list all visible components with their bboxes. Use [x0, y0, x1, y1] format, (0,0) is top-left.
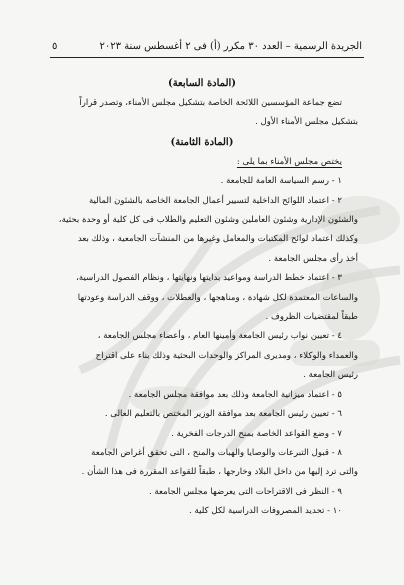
- article-8-line: ٩ - النظر فى الاقتراحات التى يعرضها مجلس الجامعة .: [148, 486, 342, 497]
- article-7-line: تضع جماعة المؤسسين اللائحة الخاصة بتشكيل مجلس الأمناء، وتصدر قراراً: [79, 98, 342, 108]
- article-8-line: ١ - رسم السياسة العامة للجامعة .: [220, 176, 342, 187]
- article-8-intro: يختص مجلس الأمناء بما يلى :: [236, 156, 342, 167]
- article-8-title: (المادة الثامنة): [170, 136, 234, 148]
- document-body: [46, 74, 358, 522]
- article-8-line: والشئون الإدارية وشئون العاملين وشئون التعليم والطلاب فى كل كلية أو وحدة بحثية،: [58, 215, 358, 226]
- article-8-line: والعمداء والوكلاء ، ومديرى المراكز والوحدات البحثية وذلك بناء على اقتراح: [95, 350, 358, 361]
- article-8-line: والساعات المعتمدة لكل شهادة ، ومناهجها ، والعطلات ، ووقف الدراسة وعودتها: [77, 292, 358, 303]
- article-8-line: ٧ - وضع القواعد الخاصة بمنح الدرجات الفخرية .: [171, 428, 342, 439]
- article-8-line: ٢ - اعتماد اللوائح الداخلية لتسيير أعمال الجامعة الخاصة بالشئون المالية: [88, 195, 342, 206]
- page-header: [52, 38, 362, 54]
- article-8-line: طبقاً لمقتضيات الظروف .: [265, 312, 358, 323]
- article-8-line: ٤ - تعيين نواب رئيس الجامعة وأمينها العام ، وأعضاء مجلس الجامعة ،: [97, 331, 342, 342]
- article-8-line: ٣ - اعتماد خطط الدراسة ومواعيد بدايتها ونهايتها ، ونظام الفصول الدراسية،: [76, 273, 342, 284]
- article-7-title: (المادة السابعة): [167, 78, 237, 89]
- article-8-line: ٥ - اعتماد ميزانية الجامعة وذلك بعد موافقة مجلس الجامعة .: [128, 389, 342, 400]
- header-title: الجريدة الرسمية – العدد ٣٠ مكرر (أ) فى ٢ أغسطس سنة ٢٠٢٣: [99, 40, 362, 52]
- article-8-line: ٦ - تعيين رئيس الجامعة بعد موافقة الوزير المختص بالتعليم العالى .: [104, 409, 342, 420]
- page-number: ٥: [52, 40, 58, 52]
- article-8-line: رئيس الجامعة .: [303, 370, 358, 381]
- article-8-line: ١٠ - تحديد المصروفات الدراسية لكل كلية .: [189, 506, 342, 517]
- article-8-line: والتى ترد إليها من داخل البلاد وخارجها ، طبقاً للقواعد المقررة فى هذا الشأن .: [81, 467, 358, 478]
- article-8-line: ٨ - قبول التبرعات والوصايا والهبات والمنح ، التى تحقق أغراض الجامعة: [91, 447, 342, 458]
- article-8-line: أخذ رأى مجلس الجامعة .: [268, 253, 358, 264]
- article-7-line: بتشكيل مجلس الأمناء الأول .: [255, 117, 358, 128]
- article-8-line: وكذلك اعتماد لوائح المكتبات والمعامل وغيرها من المنشآت الجامعية ، وذلك بعد: [77, 234, 358, 245]
- header-divider: [50, 57, 364, 58]
